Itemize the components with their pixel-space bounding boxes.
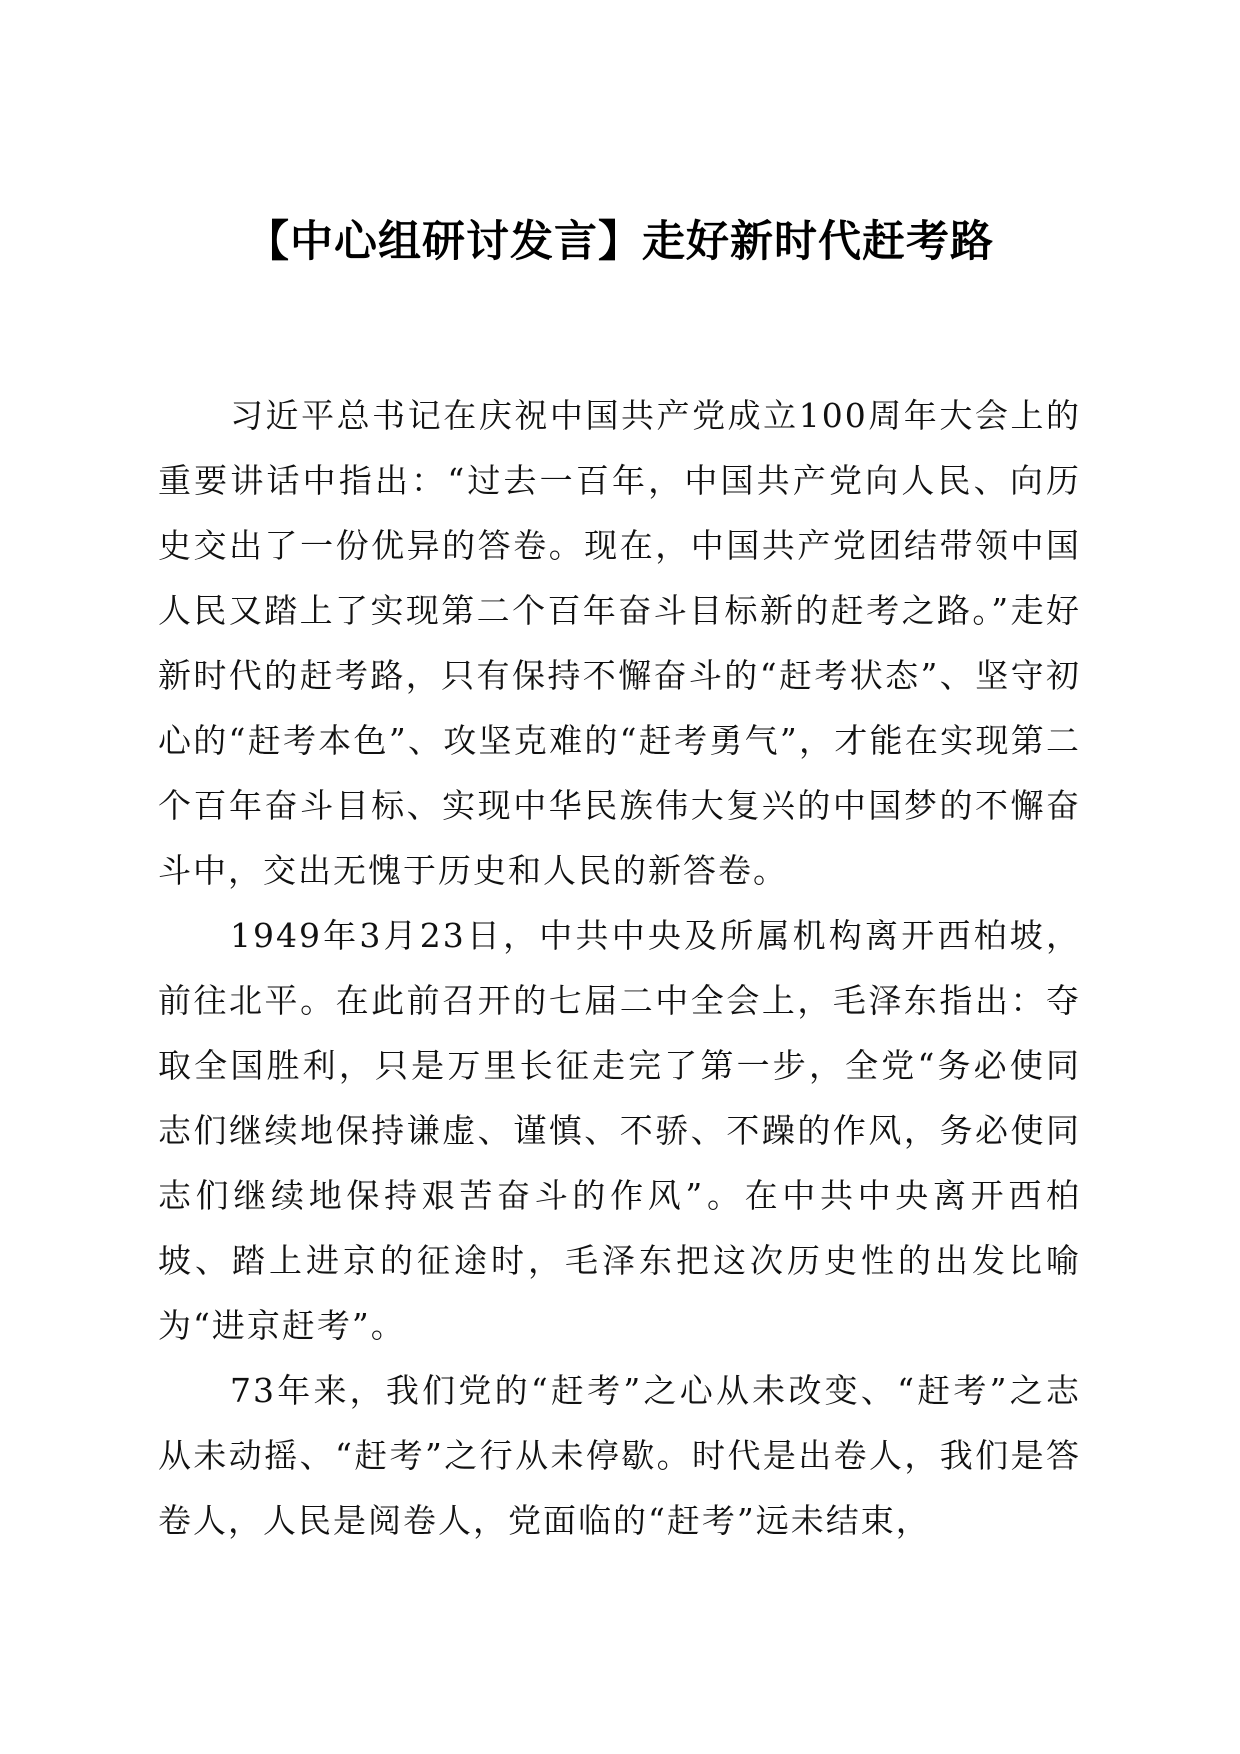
document-body: [158, 383, 1081, 1553]
paragraph: 习近平总书记在庆祝中国共产党成立100周年大会上的重要讲话中指出：“过去一百年，中国共产党向人民、向历史交出了一份优异的答卷。现在，中国共产党团结带领中国人民又踏上了实现第二个百年奋斗目标新的赶考之路。”走好新时代的赶考路，只有保持不懈奋斗的“赶考状态”、坚守初心的“赶考本色”、攻坚克难的“赶考勇气”，才能在实现第二个百年奋斗目标、实现中华民族伟大复兴的中国梦的不懈奋斗中，交出无愧于历史和人民的新答卷。: [158, 396, 1081, 890]
document-title: 【中心组研讨发言】走好新时代赶考路: [246, 217, 994, 267]
paragraph: 1949年3月23日，中共中央及所属机构离开西柏坡，前往北平。在此前召开的七届二中全会上，毛泽东指出：夺取全国胜利，只是万里长征走完了第一步，全党“务必使同志们继续地保持谦虚、谨慎、不骄、不躁的作风，务必使同志们继续地保持艰苦奋斗的作风”。在中共中央离开西柏坡、踏上进京的征途时，毛泽东把这次历史性的出发比喻为“进京赶考”。: [158, 916, 1081, 1345]
paragraph: 73年来，我们党的“赶考”之心从未改变、“赶考”之志从未动摇、“赶考”之行从未停歇。时代是出卷人，我们是答卷人，人民是阅卷人，党面临的“赶考”远未结束，: [158, 1371, 1081, 1540]
